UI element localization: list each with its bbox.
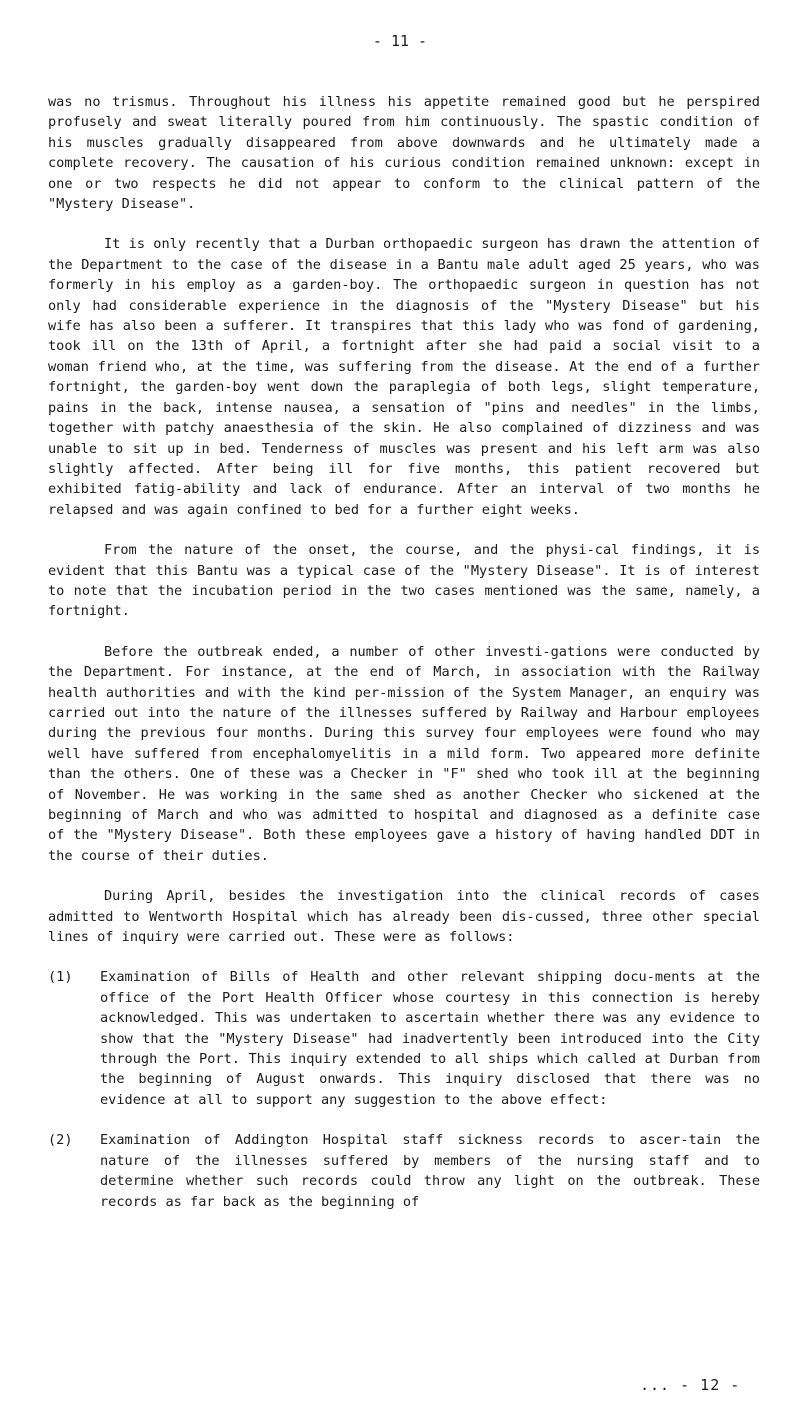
list-item-text: Examination of Addington Hospital staff sickness records to ascer-tain the nature of the illnesses suffered by members of the nursing staff and to determine whether such records could throw any light on the outbreak. These records as far back as the beginning of: [100, 1132, 760, 1210]
paragraph-investigations: Before the outbreak ended, a number of other investi-gations were conducted by the Department. For instance, at the end of March, in association with the Railway health authorities and with the kind per-mission of the System Manager, an enquiry was carried out into the nature of the illnesses suffered by Railway and Harbour employees during the previous four months. During this survey four employees were found who may well have suffered from encephalomyelitis in a mild form. Two appeared more definite than the others. One of these was a Checker in "F" shed who took ill at the beginning of November. He was working in the same shed as another Checker who sickened at the beginning of March and who was admitted to hospital and diagnosed as a definite case of the "Mystery Disease". Both these employees gave a history of having handled DDT in the course of their duties.: [48, 643, 760, 864]
list-item-text: Examination of Bills of Health and other relevant shipping docu-ments at the office of the Port Health Officer whose courtesy in this connection is hereby acknowledged. This was undertaken to ascertain whether there was any evidence to show that the "Mystery Disease" had inadvertently been introduced into the City through the Port. This inquiry extended to all ships which called at Durban from the beginning of August onwards. This inquiry disclosed that there was no evidence at all to support any suggestion to the above effect:: [100, 969, 760, 1108]
list-item-number: (1): [48, 969, 73, 986]
body-text: [48, 92, 760, 1212]
paragraph-continuation: was no trismus. Throughout his illness his appetite remained good but he perspired profusely and sweat literally poured from him continuously. The spastic condition of his muscles gradually disappeared from above downwards and he ultimately made a complete recovery. The causation of his curious condition remained unknown: except in one or two respects he did not appear to conform to the clinical pattern of the "Mystery Disease".: [48, 94, 760, 213]
page-number: - 11 -: [372, 32, 428, 50]
paragraph-april-inquiries: During April, besides the investigation into the clinical records of cases admitted to Wentworth Hospital which has already been dis-cussed, three other special lines of inquiry were carried out. These were as follows:: [48, 888, 760, 946]
list-item: [48, 1130, 760, 1212]
paragraph-findings: From the nature of the onset, the course, and the physi-cal findings, it is evident that this Bantu was a typical case of the "Mystery Disease". It is of interest to note that the incubation period in the two cases mentioned was the same, namely, a fortnight.: [48, 542, 760, 620]
paragraph-orthopaedic-case: It is only recently that a Durban orthopaedic surgeon has drawn the attention of the Department to the case of the disease in a Bantu male adult aged 25 years, who was formerly in his employ as a garden-boy. The orthopaedic surgeon in question has not only had considerable experience in the diagnosis of the "Mystery Disease" but his wife has also been a sufferer. It transpires that this lady who was fond of gardening, took ill on the 13th of April, a fortnight after she had paid a social visit to a woman friend who, at the time, was suffering from the disease. At the end of a further fortnight, the garden-boy went down the paraplegia of both legs, slight temperature, pains in the back, intense nausea, a sensation of "pins and needles" in the limbs, together with patchy anaesthesia of the skin. He also complained of dizziness and was unable to sit up in bed. Tenderness of muscles was present and his left arm was also slightly affected. After being ill for five months, this patient recovered but exhibited fatig-ability and lack of endurance. After an interval of two months he relapsed and was again confined to bed for a further eight weeks.: [48, 236, 760, 518]
list-item-number: (2): [48, 1132, 73, 1149]
list-item: [48, 967, 760, 1110]
continuation-marker: ... - 12 -: [640, 1376, 741, 1394]
